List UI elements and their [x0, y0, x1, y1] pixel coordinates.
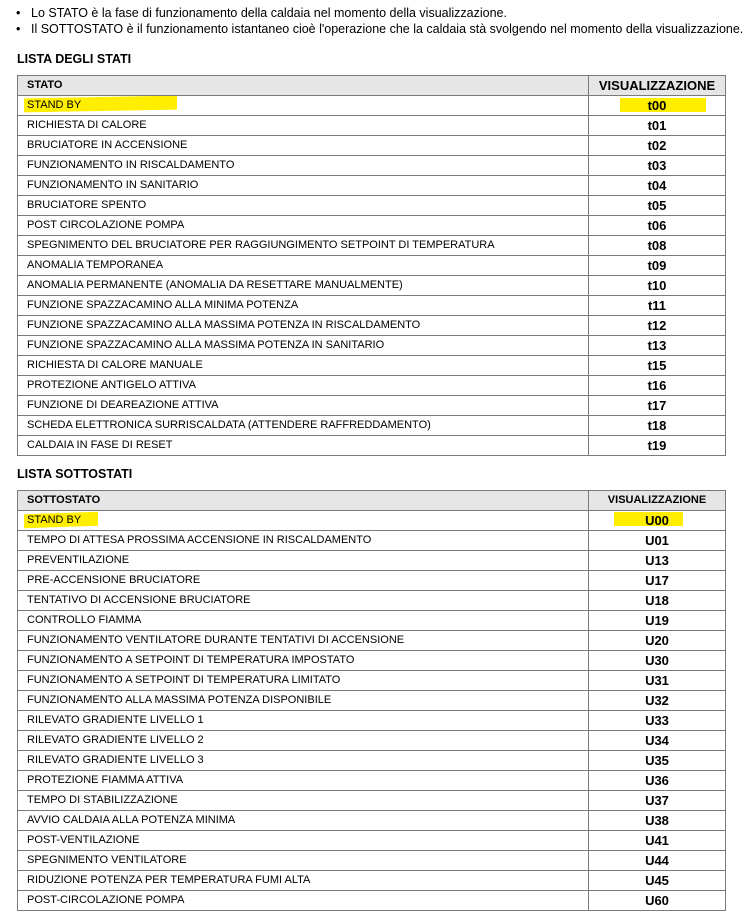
table-row	[18, 651, 726, 671]
table-row	[18, 356, 726, 376]
row-label: FUNZIONAMENTO ALLA MASSIMA POTENZA DISPONIBILE	[18, 691, 589, 711]
table-row	[18, 336, 726, 356]
row-code: U60	[589, 891, 726, 911]
table-row	[18, 436, 726, 456]
row-label: BRUCIATORE IN ACCENSIONE	[18, 136, 589, 156]
table-header-row	[18, 491, 726, 511]
row-code: U00	[589, 511, 726, 531]
table-row	[18, 116, 726, 136]
row-label: POST CIRCOLAZIONE POMPA	[18, 216, 589, 236]
table-row	[18, 711, 726, 731]
row-code: t16	[589, 376, 726, 396]
table-row	[18, 296, 726, 316]
table-row	[18, 416, 726, 436]
row-code: U17	[589, 571, 726, 591]
table-row	[18, 176, 726, 196]
row-label: RILEVATO GRADIENTE LIVELLO 2	[18, 731, 589, 751]
row-label: TEMPO DI ATTESA PROSSIMA ACCENSIONE IN RISCALDAMENTO	[18, 531, 589, 551]
row-code: t00	[589, 96, 726, 116]
table-row	[18, 531, 726, 551]
row-label: RICHIESTA DI CALORE MANUALE	[18, 356, 589, 376]
bullet-dot-icon: •	[16, 22, 21, 36]
row-label: ANOMALIA TEMPORANEA	[18, 256, 589, 276]
row-code: U45	[589, 871, 726, 891]
table-row	[18, 871, 726, 891]
bullet-item	[16, 5, 747, 21]
row-label: RIDUZIONE POTENZA PER TEMPERATURA FUMI ALTA	[18, 871, 589, 891]
row-code: U34	[589, 731, 726, 751]
row-label: POST-VENTILAZIONE	[18, 831, 589, 851]
row-code: U44	[589, 851, 726, 871]
table-row	[18, 571, 726, 591]
row-code: U01	[589, 531, 726, 551]
row-code: U30	[589, 651, 726, 671]
table-row	[18, 236, 726, 256]
row-label: RICHIESTA DI CALORE	[18, 116, 589, 136]
row-code: t06	[589, 216, 726, 236]
table-row	[18, 276, 726, 296]
row-code: t15	[589, 356, 726, 376]
row-code: t11	[589, 296, 726, 316]
row-label: FUNZIONAMENTO A SETPOINT DI TEMPERATURA LIMITATO	[18, 671, 589, 691]
row-label: CONTROLLO FIAMMA	[18, 611, 589, 631]
row-label: FUNZIONAMENTO VENTILATORE DURANTE TENTATIVI DI ACCENSIONE	[18, 631, 589, 651]
column-header-visualizzazione: VISUALIZZAZIONE	[589, 76, 726, 96]
bullet-dot-icon: •	[16, 6, 21, 20]
table-row	[18, 156, 726, 176]
row-label: RILEVATO GRADIENTE LIVELLO 3	[18, 751, 589, 771]
row-code: t02	[589, 136, 726, 156]
intro-bullets	[16, 5, 747, 37]
table-row	[18, 731, 726, 751]
column-header-stato: STATO	[18, 76, 589, 96]
row-label: ANOMALIA PERMANENTE (ANOMALIA DA RESETTARE MANUALMENTE)	[18, 276, 589, 296]
row-code: U41	[589, 831, 726, 851]
row-code: t12	[589, 316, 726, 336]
table-row	[18, 671, 726, 691]
table-row	[18, 831, 726, 851]
bullet-text: Il SOTTOSTATO è il funzionamento istantaneo cioè l'operazione che la caldaia stà svolgendo nel momento della visualizzazione.	[31, 22, 744, 36]
table-row	[18, 751, 726, 771]
row-label: PREVENTILAZIONE	[18, 551, 589, 571]
row-label: PROTEZIONE ANTIGELO ATTIVA	[18, 376, 589, 396]
table-header-row	[18, 76, 726, 96]
row-label: CALDAIA IN FASE DI RESET	[18, 436, 589, 456]
row-code: t17	[589, 396, 726, 416]
row-code: U36	[589, 771, 726, 791]
row-label: FUNZIONAMENTO IN SANITARIO	[18, 176, 589, 196]
row-code: t13	[589, 336, 726, 356]
row-code: t10	[589, 276, 726, 296]
row-code: t18	[589, 416, 726, 436]
row-code: t01	[589, 116, 726, 136]
row-code: U13	[589, 551, 726, 571]
row-label: SPEGNIMENTO DEL BRUCIATORE PER RAGGIUNGIMENTO SETPOINT DI TEMPERATURA	[18, 236, 589, 256]
row-code: t09	[589, 256, 726, 276]
row-label: FUNZIONE SPAZZACAMINO ALLA MASSIMA POTENZA IN SANITARIO	[18, 336, 589, 356]
states-section-title: LISTA DEGLI STATI	[17, 52, 132, 66]
table-row	[18, 256, 726, 276]
table-row	[18, 791, 726, 811]
bullet-text: Lo STATO è la fase di funzionamento della caldaia nel momento della visualizzazione.	[31, 6, 507, 20]
row-label: SPEGNIMENTO VENTILATORE	[18, 851, 589, 871]
table-row	[18, 631, 726, 651]
table-row	[18, 891, 726, 911]
states-table	[17, 75, 726, 456]
column-header-visualizzazione: VISUALIZZAZIONE	[589, 491, 726, 511]
row-label: RILEVATO GRADIENTE LIVELLO 1	[18, 711, 589, 731]
row-code: t19	[589, 436, 726, 456]
row-label: SCHEDA ELETTRONICA SURRISCALDATA (ATTENDERE RAFFREDDAMENTO)	[18, 416, 589, 436]
row-label: PRE-ACCENSIONE BRUCIATORE	[18, 571, 589, 591]
bullet-item	[16, 21, 747, 37]
row-label: FUNZIONAMENTO A SETPOINT DI TEMPERATURA IMPOSTATO	[18, 651, 589, 671]
row-label: STAND BY	[18, 511, 589, 531]
table-row	[18, 691, 726, 711]
row-label: FUNZIONE SPAZZACAMINO ALLA MINIMA POTENZA	[18, 296, 589, 316]
table-row	[18, 511, 726, 531]
row-label: FUNZIONE SPAZZACAMINO ALLA MASSIMA POTENZA IN RISCALDAMENTO	[18, 316, 589, 336]
table-row	[18, 96, 726, 116]
table-row	[18, 136, 726, 156]
table-row	[18, 591, 726, 611]
table-row	[18, 396, 726, 416]
row-label: STAND BY	[18, 96, 589, 116]
row-code: t03	[589, 156, 726, 176]
row-code: t08	[589, 236, 726, 256]
table-row	[18, 316, 726, 336]
row-code: U19	[589, 611, 726, 631]
row-label: PROTEZIONE FIAMMA ATTIVA	[18, 771, 589, 791]
row-code: U33	[589, 711, 726, 731]
row-code: t04	[589, 176, 726, 196]
row-label: TEMPO DI STABILIZZAZIONE	[18, 791, 589, 811]
row-label: BRUCIATORE SPENTO	[18, 196, 589, 216]
row-label: TENTATIVO DI ACCENSIONE BRUCIATORE	[18, 591, 589, 611]
row-label: POST-CIRCOLAZIONE POMPA	[18, 891, 589, 911]
table-row	[18, 551, 726, 571]
row-code: U20	[589, 631, 726, 651]
table-row	[18, 196, 726, 216]
row-label: FUNZIONE DI DEAREAZIONE ATTIVA	[18, 396, 589, 416]
row-code: U31	[589, 671, 726, 691]
substates-section-title: LISTA SOTTOSTATI	[17, 467, 133, 481]
table-row	[18, 771, 726, 791]
row-code: U18	[589, 591, 726, 611]
table-row	[18, 611, 726, 631]
table-row	[18, 811, 726, 831]
substates-table	[17, 490, 726, 911]
row-code: U37	[589, 791, 726, 811]
table-row	[18, 216, 726, 236]
column-header-sottostato: SOTTOSTATO	[18, 491, 589, 511]
row-label: AVVIO CALDAIA ALLA POTENZA MINIMA	[18, 811, 589, 831]
table-row	[18, 376, 726, 396]
row-code: U35	[589, 751, 726, 771]
row-code: U32	[589, 691, 726, 711]
row-label: FUNZIONAMENTO IN RISCALDAMENTO	[18, 156, 589, 176]
row-code: t05	[589, 196, 726, 216]
row-code: U38	[589, 811, 726, 831]
table-row	[18, 851, 726, 871]
